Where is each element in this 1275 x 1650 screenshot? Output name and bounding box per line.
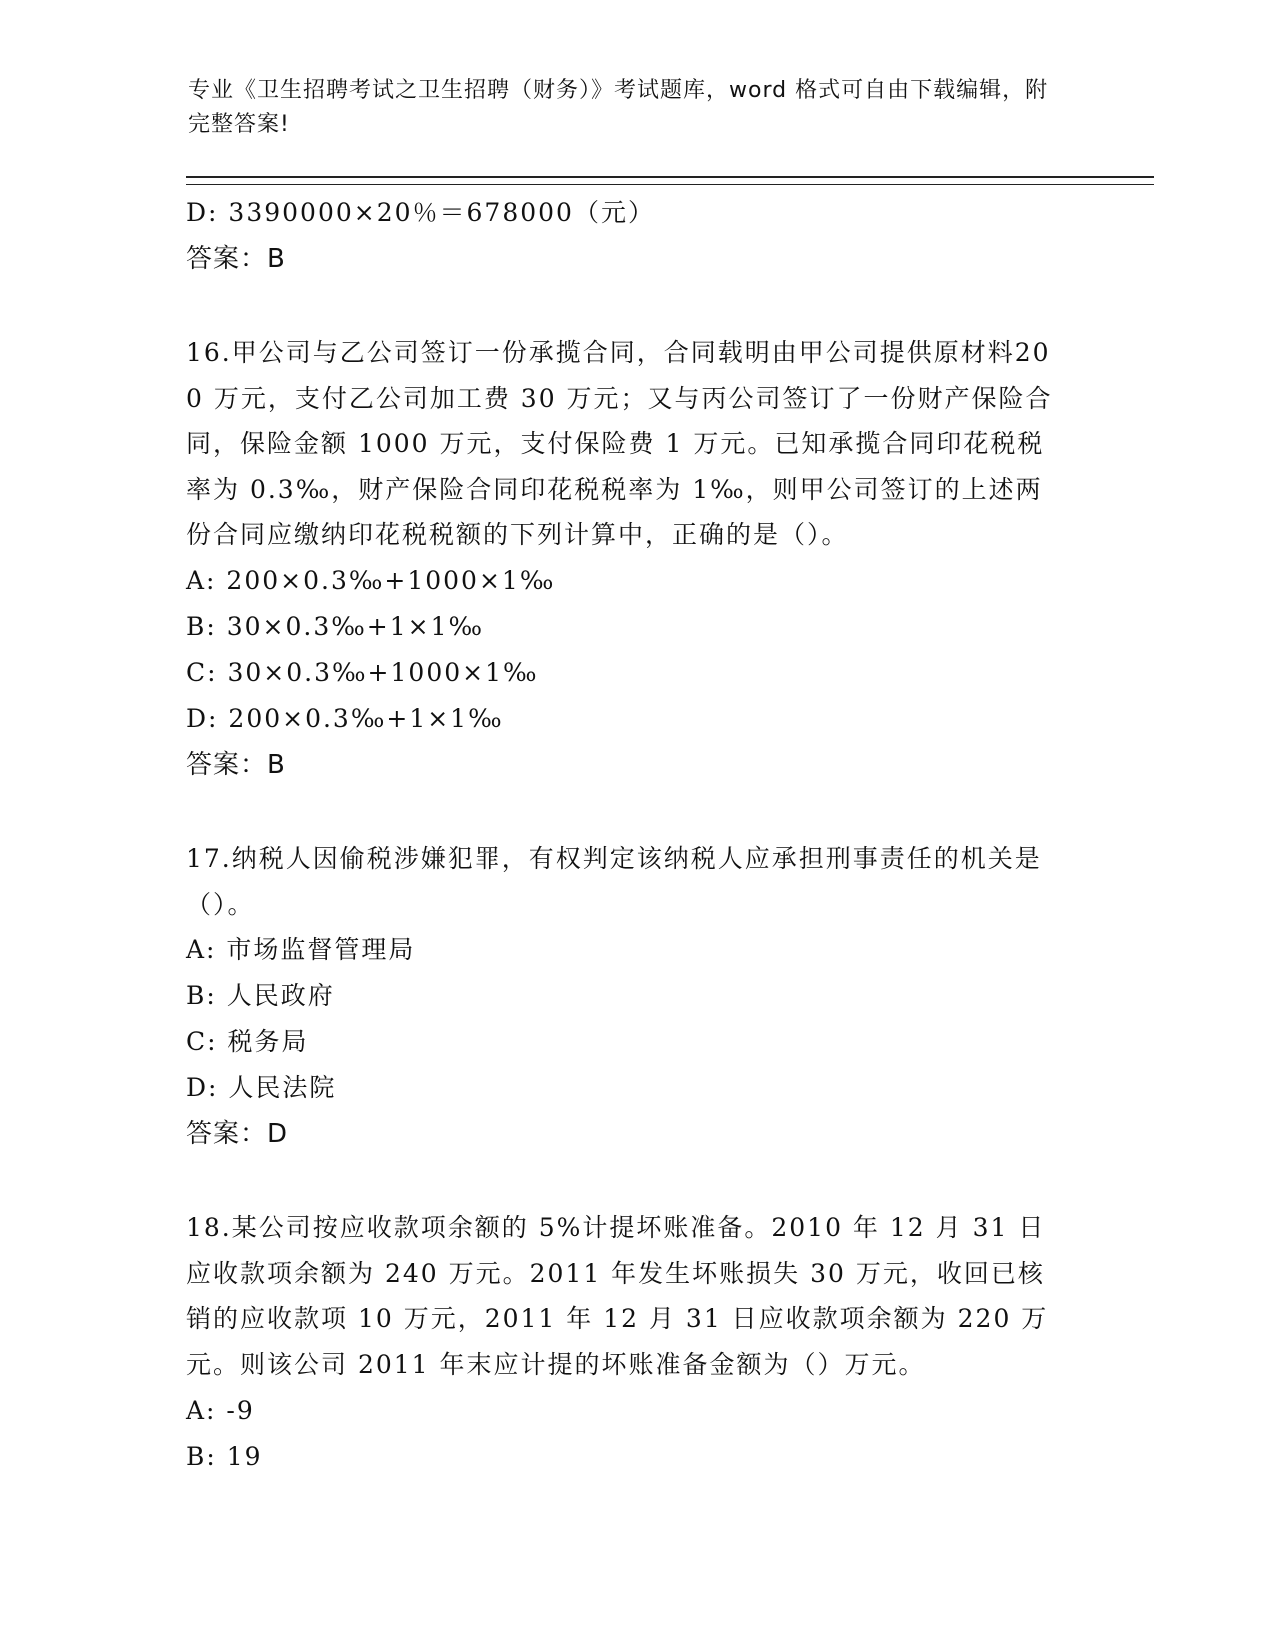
- answer: 答案：D: [186, 1119, 289, 1150]
- question-stem: 18.某公司按应收款项余额的 5%计提坏账准备。2010 年 12 月 31 日应收款项余额为 240 万元。2011 年发生坏账损失 30 万元，收回已核销的应收款项 10 万元，2011 年 12 月 31 日应收款项余额为 220 万元。则该公司 2011 年末应计提的坏账准备金额为（）万元。: [186, 1213, 1049, 1379]
- option-b: B: 19: [186, 1441, 263, 1471]
- question-content: [186, 190, 1086, 1480]
- option-d: D: 200×0.3‰+1×1‰: [186, 703, 504, 733]
- option-b: B: 人民政府: [186, 981, 335, 1011]
- option-c: C: 30×0.3‰+1000×1‰: [186, 657, 539, 687]
- prev-answer: 答案：B: [186, 244, 286, 274]
- question-stem: 16.甲公司与乙公司签订一份承揽合同，合同载明由甲公司提供原材料200 万元，支付乙公司加工费 30 万元；又与丙公司签订了一份财产保险合同，保险金额 1000 万元，支付保险费 1 万元。已知承揽合同印花税税率为 0.3‰，财产保险合同印花税税率为 1‰，则甲公司签订的上述两份合同应缴纳印花税税额的下列计算中，正确的是（）。: [186, 338, 1053, 550]
- page-header: 专业《卫生招聘考试之卫生招聘（财务）》考试题库，word 格式可自由下载编辑，附完整答案!: [188, 78, 1049, 137]
- option-d: D: 人民法院: [186, 1073, 337, 1103]
- header-divider: [186, 176, 1154, 185]
- question-18: [186, 1205, 1086, 1479]
- prev-option-d: D: 3390000×20％＝678000（元）: [186, 198, 655, 227]
- option-a: A: 200×0.3‰+1000×1‰: [186, 565, 556, 595]
- option-a: A: 市场监督管理局: [186, 935, 416, 965]
- option-a: A: -9: [186, 1395, 255, 1425]
- answer: 答案：B: [186, 749, 286, 780]
- question-16: [186, 330, 1086, 788]
- option-c: C: 税务局: [186, 1027, 309, 1057]
- question-stem: 17.纳税人因偷税涉嫌犯罪，有权判定该纳税人应承担刑事责任的机关是（）。: [186, 843, 1042, 919]
- question-17: [186, 836, 1086, 1157]
- option-b: B: 30×0.3‰+1×1‰: [186, 611, 485, 641]
